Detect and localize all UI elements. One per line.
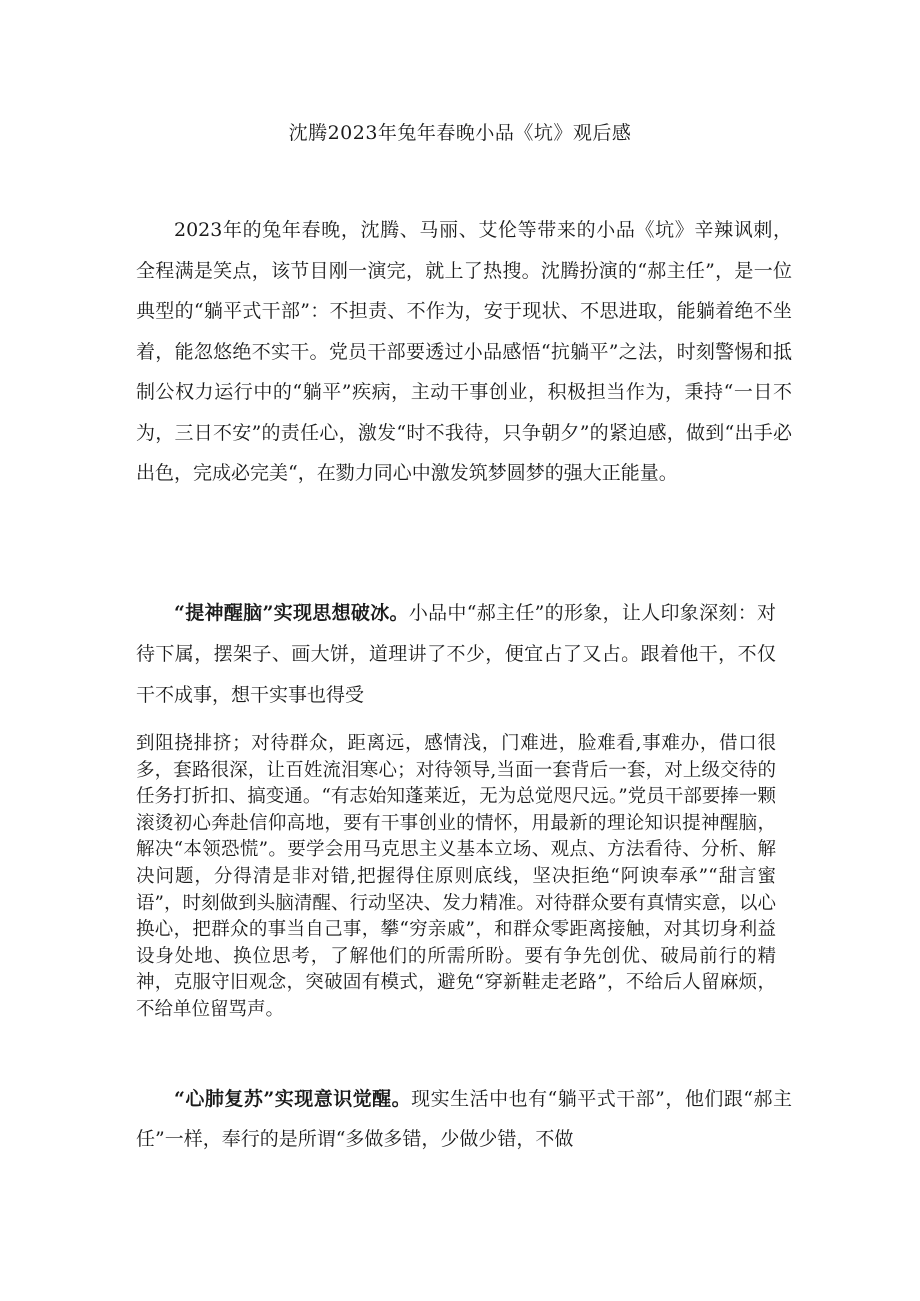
section-heading-awareness: “心肺复苏”实现意识觉醒。 [174, 1088, 412, 1110]
paragraph-intro: 2023年的兔年春晚，沈腾、马丽、艾伦等带来的小品《坑》辛辣讽刺，全程满是笑点，该节目刚一演完，就上了热搜。沈腾扮演的“郝主任”，是一位典型的“躺平式干部”：不担责、不作为，安于现状、不思进取，能躺着绝不坐着，能忽悠绝不实干。党员干部要透过小品感悟“抗躺平”之法，时刻警惕和抵制公权力运行中的“躺平”疾病，主动干事创业，积极担当作为，秉持“一日不为，三日不安”的责任心，激发“时不我待，只争朝夕”的紧迫感，做到“出手必出色，完成必完美“，在勠力同心中激发筑梦圆梦的强大正能量。 [136, 219, 792, 484]
section-body-mind: 小品中“郝主任”的形象，让人印象深刻：对待下属，摆架子、画大饼，道理讲了不少，便宜占了又占。跟着他干，不仅干不成事，想干实事也得受 [136, 602, 777, 706]
paragraph-section-2 [136, 1079, 792, 1159]
paragraph-section-1-continued: 到阻挠排挤；对待群众，距离远，感情浅，门难进，脸难看,事难办，借口很多，套路很深，让百姓流泪寒心；对待领导,当面一套背后一套，对上级交待的任务打折扣、搞变通。“有志始知蓬莱近，无为总觉咫尺远。”党员干部要捧一颗滚烫初心奔赴信仰高地，要有干事创业的情怀，用最新的理论知识提神醒脑，解决“本领恐慌”。要学会用马克思主义基本立场、观点、方法看待、分析、解决问题，分得清是非对错,把握得住原则底线，坚决拒绝“阿谀奉承”“甜言蜜语”，时刻做到头脑清醒、行动坚决、发力精准。对待群众要有真情实意，以心换心，把群众的事当自己事，攀“穷亲戚”，和群众零距离接触，对其切身利益设身处地、换位思考，了解他们的所需所盼。要有争先创优、破局前行的精神，克服守旧观念，突破固有模式，避免“穿新鞋走老路”，不给后人留麻烦，不给单位留骂声。 [136, 733, 776, 1020]
section-body-awareness: 现实生活中也有“躺平式干部”，他们跟“郝主任”一样，奉行的是所谓“多做多错，少做少错，不做 [136, 1088, 792, 1150]
document-title: 沈腾2023年兔年春晚小品《坑》观后感 [288, 122, 632, 144]
paragraph-section-1 [136, 593, 776, 716]
section-heading-mind: “提神醒脑”实现思想破冰。 [174, 602, 409, 624]
